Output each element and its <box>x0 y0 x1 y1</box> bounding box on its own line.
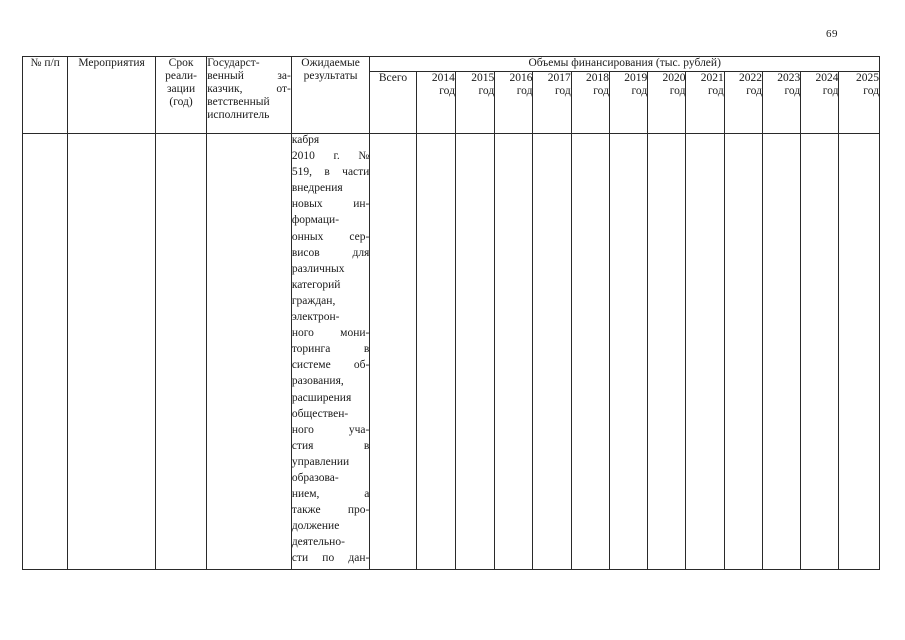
header-customer: Государст- венный за- казчик, от- ветственный исполнитель <box>207 57 292 134</box>
cell-year-2016 <box>495 134 533 570</box>
results-line: обществен- <box>291 407 349 420</box>
year-label: 2021 <box>700 72 724 84</box>
header-year-2024 <box>801 72 839 134</box>
header-total: Всего <box>370 72 416 134</box>
year-label: 2020 <box>662 72 686 84</box>
year-suffix: год <box>707 85 724 97</box>
header-no: № п/п <box>23 57 68 134</box>
year-label: 2017 <box>547 72 571 84</box>
year-suffix: год <box>516 85 533 97</box>
results-line: сти по дан- <box>291 552 370 565</box>
year-label: 2018 <box>585 72 609 84</box>
year-label: 2015 <box>471 72 495 84</box>
results-line: ного мони- <box>291 327 370 340</box>
year-suffix: год <box>669 85 686 97</box>
results-line: онных сер- <box>291 230 370 243</box>
cell-year-2021 <box>686 134 724 570</box>
results-line: образова- <box>291 471 339 484</box>
year-suffix: год <box>784 85 801 97</box>
results-line: разования, <box>291 375 344 388</box>
header-funding-group: Объемы финансирования (тыс. рублей) <box>370 57 880 72</box>
results-line: кабря <box>291 134 320 146</box>
header-year-2016 <box>495 72 533 134</box>
cell-year-2014 <box>416 134 455 570</box>
header-year-2017 <box>533 72 571 134</box>
year-suffix: год <box>439 85 455 97</box>
results-line: управлении <box>291 455 350 468</box>
financing-table <box>22 56 880 570</box>
year-label: 2024 <box>815 72 839 84</box>
year-label: 2014 <box>431 72 455 84</box>
cell-year-2018 <box>571 134 609 570</box>
results-line: торинга в <box>291 343 370 356</box>
results-line: должение <box>291 520 340 533</box>
year-label: 2023 <box>777 72 801 84</box>
year-suffix: год <box>746 85 762 97</box>
year-suffix: год <box>822 85 839 97</box>
year-label: 2025 <box>856 72 879 84</box>
results-line: также про- <box>291 504 370 517</box>
header-year-2019 <box>609 72 647 134</box>
year-suffix: год <box>631 85 648 97</box>
year-suffix: год <box>478 85 495 97</box>
cell-customer <box>207 134 292 570</box>
results-line: 519, в части <box>291 166 370 179</box>
header-year-2021 <box>686 72 724 134</box>
results-line: различных <box>291 262 345 275</box>
header-year-2014 <box>416 72 455 134</box>
cell-measures <box>68 134 156 570</box>
year-suffix: год <box>863 85 879 97</box>
cell-year-2024 <box>801 134 839 570</box>
cell-no <box>23 134 68 570</box>
header-year-2018 <box>571 72 609 134</box>
header-year-2020 <box>648 72 686 134</box>
results-line: категорий <box>291 278 341 291</box>
results-line: деятельно- <box>291 536 345 549</box>
results-line: граждан, <box>291 294 336 307</box>
cell-year-2015 <box>455 134 494 570</box>
cell-year-2022 <box>724 134 762 570</box>
cell-year-2025 <box>839 134 880 570</box>
results-line: ного уча- <box>291 423 370 436</box>
results-line: электрон- <box>291 311 340 324</box>
results-line: системе об- <box>291 359 370 372</box>
header-year-2023 <box>762 72 800 134</box>
header-year-2022 <box>724 72 762 134</box>
page-number: 69 <box>826 28 838 40</box>
cell-year-2023 <box>762 134 800 570</box>
year-label: 2019 <box>624 72 648 84</box>
year-suffix: год <box>593 85 609 97</box>
header-results: Ожидаемые результаты <box>291 57 370 134</box>
cell-year-2017 <box>533 134 571 570</box>
cell-term <box>155 134 206 570</box>
header-year-2015 <box>455 72 494 134</box>
cell-results <box>291 134 370 570</box>
header-year-2025 <box>839 72 880 134</box>
results-line: формаци- <box>291 214 340 227</box>
results-line: 2010 г. № <box>291 150 370 163</box>
year-label: 2022 <box>738 72 762 84</box>
cell-total <box>370 134 416 570</box>
cell-year-2019 <box>609 134 647 570</box>
results-line: висов для <box>291 246 370 259</box>
cell-year-2020 <box>648 134 686 570</box>
results-line: стия в <box>291 439 370 452</box>
header-measures: Мероприятия <box>68 57 156 134</box>
results-line: новых ин- <box>291 198 370 211</box>
year-suffix: год <box>554 85 571 97</box>
results-line: нием, а <box>291 488 370 501</box>
header-term: Срок реали- зации (год) <box>155 57 206 134</box>
year-label: 2016 <box>509 72 533 84</box>
results-line: расширения <box>291 391 352 404</box>
results-line: внедрения <box>291 182 343 195</box>
